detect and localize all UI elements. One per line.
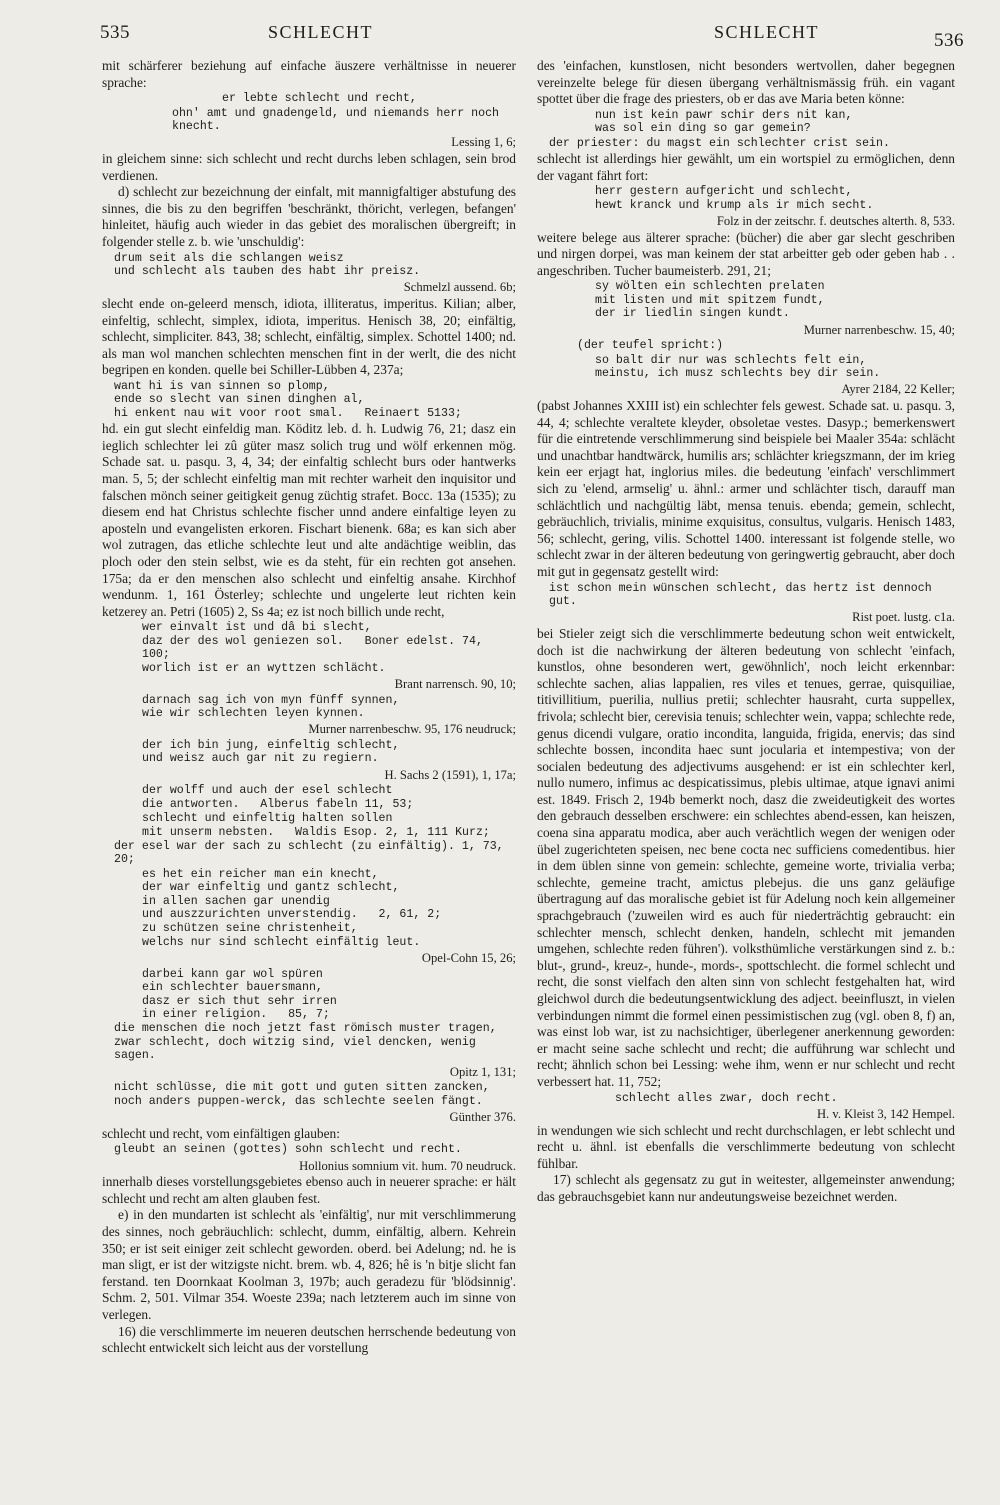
paragraph: (pabst Johannes XXIII ist) ein schlechter fels gewest. Schade sat. u. pasqu. 3, 44, 4; schlechte veraltete kleyder, obsoletae vestes. Dasyp.; bemerkenswert für die eintretende verschlimmerung sind beispiele bei Maaler 354a: schlächt und unachtbar handtwärck, humilis ars; schlächter kriegszmann, der im krieg kein eer erjagt hat, inglorius miles. die bedeutung 'einfach' verschlimmert sich zu 'elend, armselig' u. ähnl.: armer und schlächter tisch, darauff man schlächtlich und nachgültig läbt, mensa tenuis. ebenda; gemein, schlecht, gebräuchlich, trivialis, minime exquisitus, consultus, vulgaris. Henisch 1483, 56; schlecht, gering, vilis. Schottel 1400. interessant ist folgende stelle, wo schlecht zwar in der älteren bedeutung von geringwertig gebraucht, aber doch mit gut in gegensatz gestellt wird: bbox=[537, 398, 955, 579]
citation: Murner narrenbeschw. 95, 176 neudruck; bbox=[308, 722, 516, 737]
citation: Folz in der zeitschr. f. deutsches alterth. 8, 533. bbox=[716, 214, 955, 228]
citation: Opel-Cohn 15, 26; bbox=[421, 951, 516, 966]
verse-quote: der priester: du magst ein schlechter crist sein. bbox=[549, 136, 890, 150]
citation: Opitz 1, 131; bbox=[449, 1064, 516, 1079]
citation: Hollonius somnium vit. hum. 70 neudruck. bbox=[299, 1158, 516, 1173]
verse-quote: nun ist kein pawr schir ders nit kan, was sol ein ding so gar gemein? bbox=[595, 108, 853, 136]
left-column bbox=[102, 58, 516, 1357]
verse-quote: gleubt an seinen (gottes) sohn schlecht und recht. bbox=[114, 1143, 462, 1157]
citation: Murner narrenbeschw. 15, 40; bbox=[803, 322, 955, 337]
verse-quote: drum seit als die schlangen weisz und schlecht als tauben des habt ihr preisz. bbox=[114, 251, 421, 278]
citation: Rist poet. lustg. c1a. bbox=[852, 610, 955, 625]
citation: Günther 376. bbox=[449, 1110, 516, 1125]
verse-quote: er lebte schlecht und recht, bbox=[222, 92, 417, 106]
paragraph: hd. ein gut slecht einfeldig man. Köditz leb. d. h. Ludwig 76, 21; dasz ein ieglich schlechter lei zû güter masz solich trug und wölf erkennen mög. Schade sat. u. pasqu. 3, 4, 34; der einfaltig schlecht burs oder hantwerks man. 5, 5; der schlecht einfeltig man mit rechter warheit den inquisitor und falschen mönch seiner geitigkeit genug züchtig strafet. Bocc. 13a (1535); zu diesem end hat Christus schlechte fischer unnd andere einfaltige leyen zu aposteln und evangelisten erkoren. Fischart bienenk. 68a; es kan sich aber wol zutragen, das etliche schlechte leut und alte andächtige weiblin, das ploch oder den stein selbst, wie es da steht, für ein rechten got ansehen. 175a; da er den menschen also schlecht und einfeltig ansahe. Kirchhof wendunm. 1, 161 Österley; schlechte und ungelerte leut richten kein ketzerey an. Petri (1605) 2, Ss 4a; ez ist noch billich unde recht, bbox=[102, 421, 516, 619]
paragraph: des 'einfachen, kunstlosen, nicht besonders wertvollen, daher begegnen vereinzelte belege für diesen übergang verhältnismässig früh. ein vagant spottet über die frage des priesters, ob er das ave Maria beten könne: bbox=[537, 58, 955, 107]
paragraph-indented: e) in den mundarten ist schlecht als 'einfältig', nur mit verschlimmerung des sinnes, noch gebräuchlich: schlecht, dumm, einfältig, albern. Kehrein 350; er ist seit einiger zeit schlecht geworden. oberd. bei Adelung; nd. he is man sligt, er ist der witzigste nicht. brem. wb. 4, 826; hê is 'n bitje slicht fan ferstand. ten Doornkaat Koolman 3, 197b; auch geradezu für 'blödsinnig'. Schm. 2, 501. Vilmar 354. Woeste 239a; nach letzterem auch im sinne von verlegen. bbox=[102, 1207, 516, 1322]
citation: Ayrer 2184, 22 Keller; bbox=[841, 382, 955, 397]
verse-quote: sy wölten ein schlechten prelaten mit listen und mit spitzem fundt, der ir liedlin singen kundt. bbox=[595, 280, 825, 321]
citation: Brant narrensch. 90, 10; bbox=[394, 676, 516, 691]
paragraph: weitere belege aus älterer sprache: (bücher) die aber gar slecht geschriben und nirgen dorpei, was man keinem der stat arbeitter geb oder geben hab . . angeschriben. Tucher baumeisterb. 291, 21; bbox=[537, 229, 955, 278]
verse-quote: schlecht und einfeltig halten sollen mit unserm nebsten. Waldis Esop. 2, 1, 111 Kurz; bbox=[142, 812, 490, 839]
verse-quote: die menschen die noch jetzt fast römisch muster tragen, zwar schlecht, doch witzig sind, viel dencken, wenig sagen. bbox=[114, 1022, 497, 1063]
verse-quote: schlecht alles zwar, doch recht. bbox=[615, 1091, 838, 1105]
verse-quote: der ich bin jung, einfeltig schlecht, und weisz auch gar nit zu regiern. bbox=[142, 738, 400, 766]
paragraph: mit schärferer beziehung auf einfache äuszere verhältnisse in neuerer sprache: bbox=[102, 58, 516, 90]
page-number-left: 535 bbox=[100, 22, 130, 43]
paragraph: slecht ende on-geleerd mensch, idiota, illiteratus, imperitus. Kilian; alber, einfeltig, schlecht, simplex, idiota, imperitus. Henisch 38, 20; einfältig, schlecht, simpliciter. 843, 38; schlecht, einfältig, simplex. Schottel 1400; nd. als man wol manchen schlechten menschen fint in der werlt, die des nicht begripen en konden. quelle bei Schiller-Lübben 4, 237a; bbox=[102, 295, 516, 378]
right-column bbox=[537, 58, 955, 1206]
verse-quote: darnach sag ich von myn fünff synnen, wie wir schlechten leyen kynnen. bbox=[142, 693, 400, 720]
verse-quote: nicht schlüsse, die mit gott und guten sitten zancken, noch anders puppen-werck, das schlechte seelen fängt. bbox=[114, 1081, 490, 1108]
verse-quote: want hi is van sinnen so plomp, ende so slecht van sinen dinghen al, hi enkent nau wit voor root smal. Reinaert 5133; bbox=[114, 379, 462, 420]
verse-quote: wer einvalt ist und dâ bi slecht, daz der des wol geniezen sol. Boner edelst. 74, 100; worlich ist er an wyttzen schlächt. bbox=[142, 621, 483, 675]
citation: Schmelzl aussend. 6b; bbox=[403, 280, 516, 295]
citation: H. v. Kleist 3, 142 Hempel. bbox=[816, 1106, 955, 1121]
running-headword-right: SCHLECHT bbox=[714, 22, 820, 42]
running-headword-left: SCHLECHT bbox=[268, 22, 374, 42]
paragraph-indented: d) schlecht zur bezeichnung der einfalt, mit mannigfaltiger abstufung des sinnes, die bis zu den begriffen 'beschränkt, thöricht, verlegen, befangen' hinleitet, häufig auch wieder in das gebiet des moralischen übergreift; in folgender stelle z. b. wie 'unschuldig': bbox=[102, 184, 516, 249]
paragraph: bei Stieler zeigt sich die verschlimmerte bedeutung schon weit entwickelt, doch ist die nachwirkung der älteren bedeutung von schlecht 'einfach, kunstlos, ohne besonderen wert, gewöhnlich', noch leicht erkennbar: schlechte sachen, alias lappalien, res viles et tenues, gerrae, quisquiliae, titivillitium, puerilia, nullius pretii; schlechter hausraht, curta suppellex, frivola; schlecht bier, cerevisia tenuis; schlechter wein, vappa; schlechte rede, genus dicendi vulgare, oratio incondita, languida, frigida, enervis; das sind schlechte bossen, incondita haec sunt jocularia et intempestiva; von der socialen bedeutung des adjectivums ausgehend: er ist ein schlechter kerl, nullo numero, infimus ac despicatissimus, plebis ultimae, atque ignavi animi est. 1849. Frisch 2, 194b bemerkt noch, dasz die zweideutigkeit des wortes den gebrauch desselben erschwere: ein schlechtes abend-essen, kan heiszen, coena sina apparatu modica, aber auch verächtlich wegen der wenigen oder übel zugerichteten speisen, nec bene cocta nec sufficiens comedentibus. hier in dem üblen sinne von gemein: schlechte, gemeine worte, trivialia verba; schlechte, gemeine tracht, amictus plebejus. die uns ganz geläufige übertragung auf das moralische gebiet ist für Adelung noch kein allgemeiner sprachgebrauch ('zuweilen wird es auch für niederträchtig gebraucht: ein schlechter mensch, schlecht denken, handeln, schlecht mit jemanden umgehen, schlechte reden führen'). volksthümliche verstärkungen sind z. b.: blut-, grund-, kreuz-, hunde-, mords-, spottschlecht. die formel schlecht und recht, die sonst vielfach den alten sinn von schlecht festgehalten hat, wird gleichwol durch die bedeutungsentwicklung des adject. beeinfluszt, in vielen verbindungen nimmt die formel einen pessimistischen zug (vgl. oben 8, f) an, was einst lob war, ist zu nachsichtiger, überlegener anerkennung geworden: er macht seine sache schlecht und recht; die aufführung war schlecht und recht; ähnlich schon bei Lessing: wehe ihm, wenn er nur schlecht und recht verbessert hat. 11, 752; bbox=[537, 625, 955, 1089]
verse-quote: der esel war der sach zu schlecht (zu einfältig). 1, 73, 20; bbox=[114, 839, 511, 867]
paragraph: schlecht ist allerdings hier gewählt, um ein wortspiel zu ermöglichen, denn der vagant fährt fort: bbox=[537, 151, 955, 183]
paragraph: in gleichem sinne: sich schlecht und recht durchs leben schlagen, sein brod verdienen. bbox=[102, 151, 516, 183]
verse-quote: es het ein reicher man ein knecht, der war einfeltig und gantz schlecht, in allen sachen gar unendig und auszzurichten unverstendig. 2, 61, 2; bbox=[142, 867, 442, 921]
citation: Lessing 1, 6; bbox=[451, 135, 516, 150]
verse-quote: zu schützen seine christenheit, welchs nur sind schlecht einfältig leut. bbox=[142, 922, 421, 949]
paragraph: schlecht und recht, vom einfältigen glauben: bbox=[102, 1125, 340, 1141]
paragraph: in wendungen wie sich schlecht und recht durchschlagen, er lebt schlecht und recht u. ähnl. ist ebenfalls die verschlimmerte bedeutung von schlecht fühlbar. bbox=[537, 1122, 955, 1171]
page-header bbox=[0, 22, 1000, 62]
paragraph-indented: 17) schlecht als gegensatz zu gut in weitester, allgemeinster anwendung; das gebrauchsgebiet kann nur andeutungsweise bezeichnet werden. bbox=[537, 1172, 955, 1204]
verse-quote: ist schon mein wünschen schlecht, das hertz ist dennoch gut. bbox=[549, 581, 939, 608]
verse-quote: der wolff und auch der esel schlecht die antworten. Alberus fabeln 11, 53; bbox=[142, 784, 414, 811]
verse-quote: (der teufel spricht:) bbox=[577, 339, 724, 353]
citation: H. Sachs 2 (1591), 1, 17a; bbox=[384, 767, 516, 782]
verse-quote: ohn' amt und gnadengeld, und niemands herr noch knecht. bbox=[172, 106, 506, 133]
paragraph-indented: 16) die verschlimmerte im neueren deutschen herrschende bedeutung von schlecht entwickelt sich leicht aus der vorstellung bbox=[102, 1323, 516, 1356]
verse-quote: herr gestern aufgericht und schlecht, hewt kranck und krump als ir mich secht. bbox=[595, 185, 874, 212]
page-number-right: 536 bbox=[934, 30, 964, 51]
paragraph: innerhalb dieses vorstellungsgebietes ebenso auch in neuerer sprache: er hält schlecht und recht am alten glauben fest. bbox=[102, 1174, 516, 1206]
verse-quote: darbei kann gar wol spüren ein schlechter bauersmann, dasz er sich thut sehr irren in einer religion. 85, 7; bbox=[142, 967, 337, 1021]
verse-quote: so balt dir nur was schlechts felt ein, meinstu, ich musz schlechts bey dir sein. bbox=[595, 353, 881, 380]
